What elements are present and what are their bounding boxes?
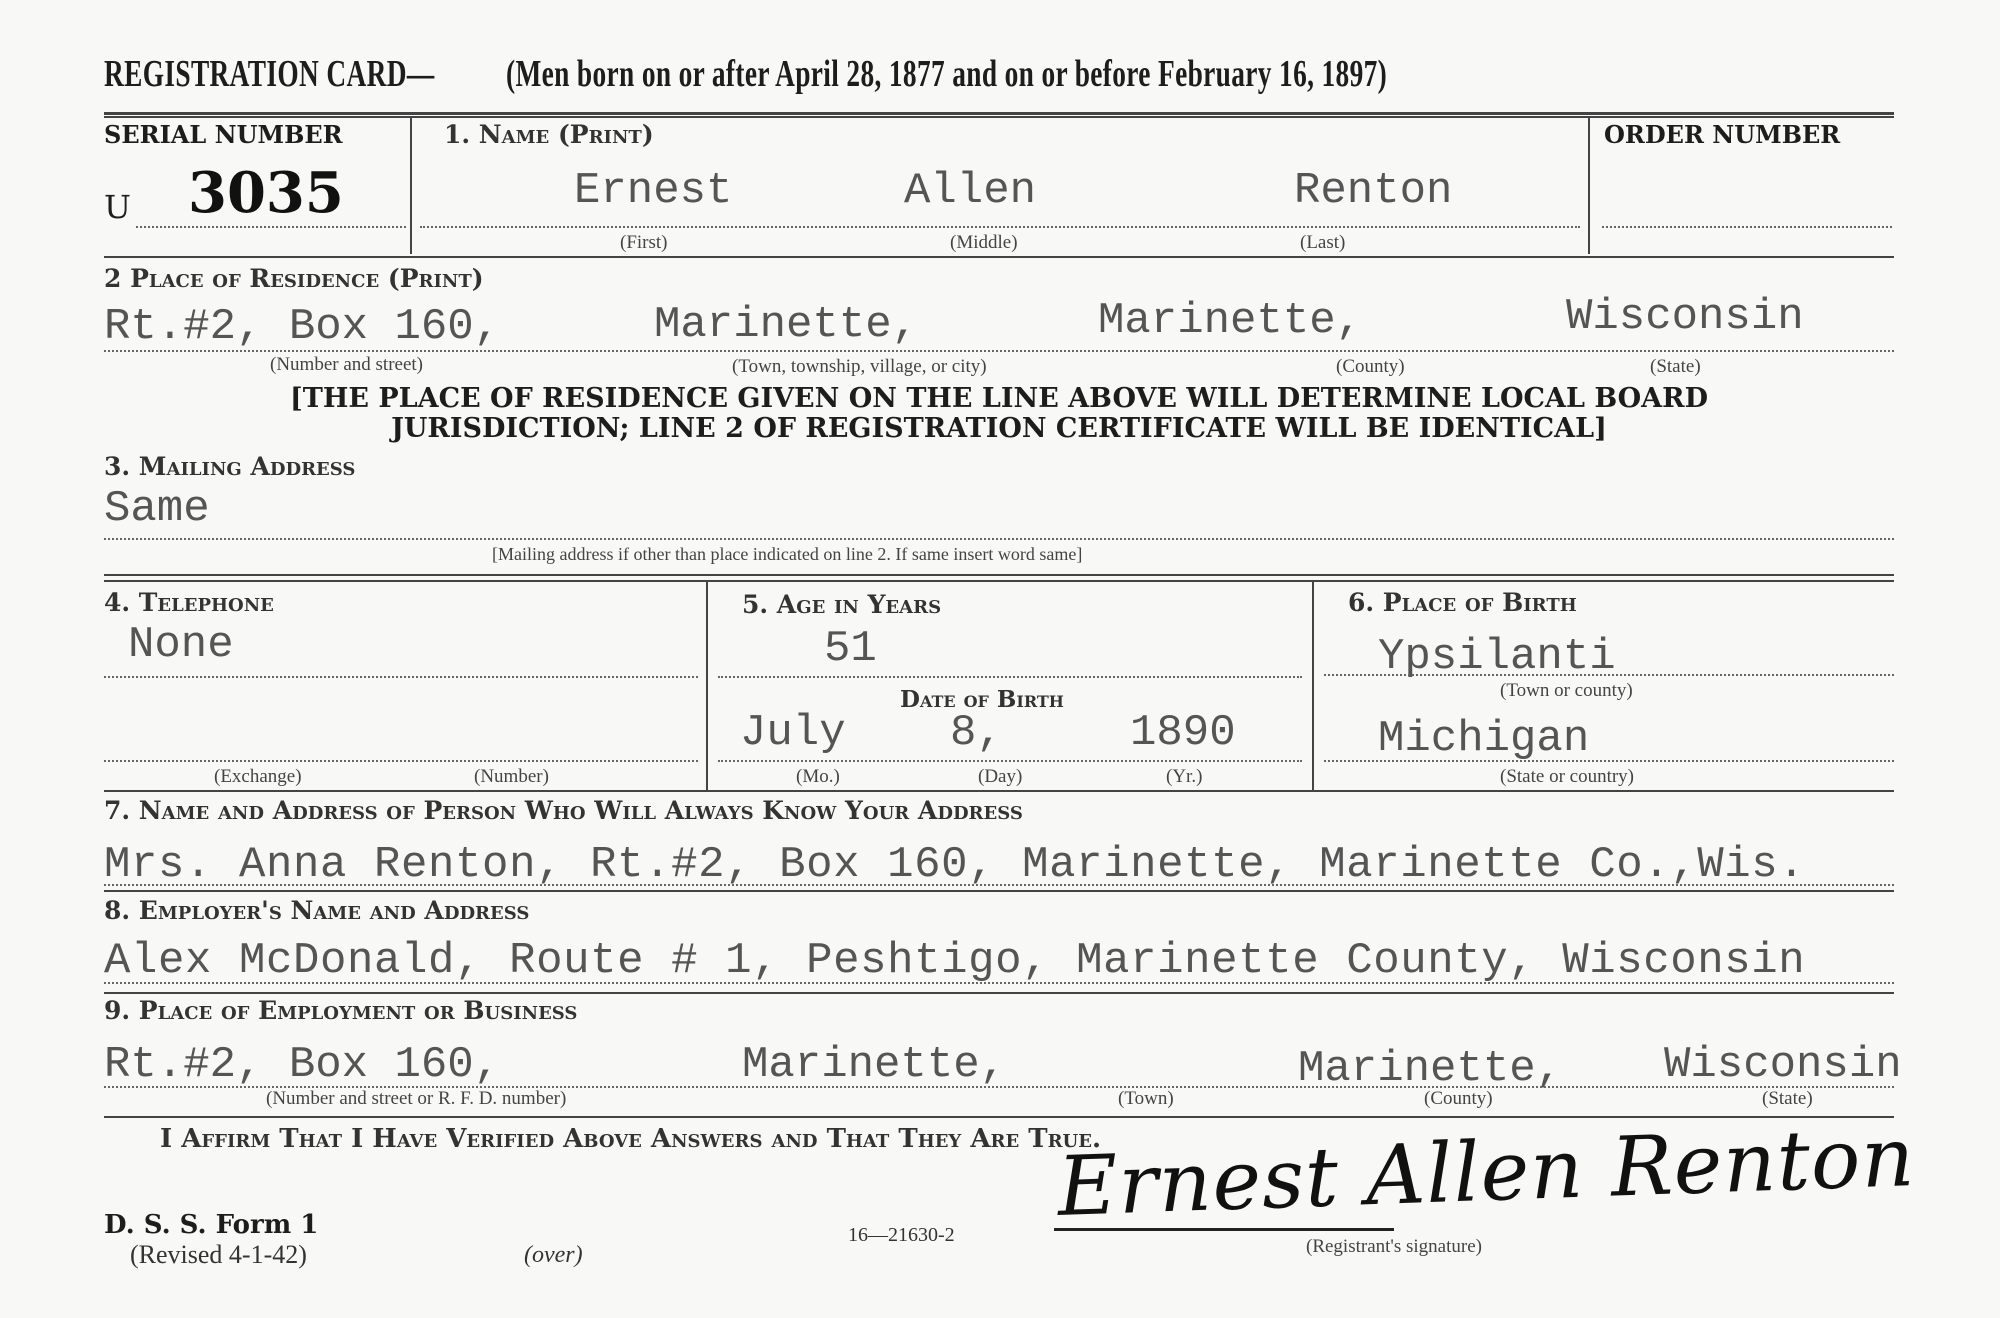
residence-street: Rt.#2, Box 160,: [104, 302, 501, 352]
birthplace-state: Michigan: [1378, 714, 1590, 764]
dob-year: 1890: [1130, 708, 1236, 758]
dob-year-caption: (Yr.): [1166, 766, 1203, 787]
birthplace-town-caption: (Town or county): [1500, 680, 1633, 701]
row3-rule-2: [104, 580, 1894, 582]
name-last-caption: (Last): [1300, 232, 1346, 253]
birthplace-state-line: [1324, 760, 1894, 762]
over-note: (over): [524, 1242, 583, 1268]
form-revised: (Revised 4-1-42): [130, 1240, 307, 1269]
employment-street: Rt.#2, Box 160,: [104, 1040, 501, 1090]
employer-line: [104, 982, 1894, 984]
employment-county: Marinette,: [1298, 1044, 1563, 1094]
dob-day: 8,: [950, 708, 1003, 758]
affirm-statement: I Affirm That I Have Verified Above Answers and That They Are True.: [160, 1124, 1102, 1154]
telephone-number-caption: (Number): [474, 766, 549, 787]
employment-state: Wisconsin: [1664, 1040, 1902, 1090]
residence-town-caption: (Town, township, village, or city): [732, 356, 987, 377]
name-label: 1. Name (Print): [444, 120, 654, 149]
print-code: 16—21630-2: [848, 1224, 955, 1246]
row7-rule: [104, 890, 1894, 892]
birthplace-label: 6. Place of Birth: [1348, 588, 1577, 617]
age-line: [718, 676, 1302, 678]
name-middle: Allen: [904, 166, 1037, 216]
mailing-value: Same: [104, 484, 210, 534]
employment-county-caption: (County): [1424, 1088, 1493, 1109]
employment-state-caption: (State): [1762, 1088, 1813, 1109]
telephone-line: [104, 676, 698, 678]
signature-caption: (Registrant's signature): [1306, 1236, 1482, 1257]
contact-value: Mrs. Anna Renton, Rt.#2, Box 160, Marinette, Marinette Co.,Wis.: [104, 840, 1806, 890]
serial-prefix: U: [104, 188, 131, 226]
serial-number-label: SERIAL NUMBER: [104, 120, 343, 149]
card-subtitle: (Men born on or after April 28, 1877 and on or before February 16, 1897): [506, 53, 1388, 95]
mailing-caption: [Mailing address if other than place indicated on line 2. If same insert word same]: [492, 544, 1083, 564]
order-line: [1602, 226, 1892, 228]
jurisdiction-notice-line2: JURISDICTION; LINE 2 OF REGISTRATION CERTIFICATE WILL BE IDENTICAL]: [391, 413, 1607, 444]
employer-label: 8. Employer's Name and Address: [104, 896, 530, 925]
birthplace-town: Ypsilanti: [1378, 632, 1616, 682]
age-value: 51: [824, 624, 877, 674]
residence-line: [104, 350, 1894, 352]
birthplace-state-caption: (State or country): [1500, 766, 1635, 787]
age-label: 5. Age in Years: [742, 590, 942, 619]
name-first: Ernest: [574, 166, 733, 216]
employment-town: Marinette,: [742, 1040, 1007, 1090]
signature-underline: [1054, 1228, 1394, 1231]
residence-label: 2 Place of Residence (Print): [104, 264, 484, 293]
row8-rule: [104, 992, 1894, 994]
dob-label: Date of Birth: [900, 686, 1064, 713]
residence-state-caption: (State): [1650, 356, 1701, 377]
registrant-signature: Ernest Allen Renton: [1056, 1110, 1917, 1235]
employer-value: Alex McDonald, Route # 1, Peshtigo, Marinette County, Wisconsin: [104, 936, 1806, 986]
dob-line: [718, 760, 1302, 762]
name-line: [420, 226, 1580, 228]
order-number-label: ORDER NUMBER: [1604, 120, 1841, 149]
row9-rule: [104, 1116, 1894, 1118]
birthplace-divider: [1312, 580, 1314, 790]
contact-label: 7. Name and Address of Person Who Will Always Know Your Address: [104, 796, 1023, 825]
mailing-label: 3. Mailing Address: [104, 452, 356, 481]
residence-state: Wisconsin: [1566, 292, 1804, 342]
residence-town: Marinette,: [654, 300, 919, 350]
order-divider: [1588, 116, 1590, 254]
employment-town-caption: (Town): [1118, 1088, 1174, 1109]
serial-divider: [410, 116, 412, 254]
name-last: Renton: [1294, 166, 1453, 216]
card-title: REGISTRATION CARD—: [104, 53, 435, 95]
header-rule: [104, 112, 1894, 115]
serial-line: [136, 226, 406, 228]
name-middle-caption: (Middle): [950, 232, 1018, 253]
mailing-line: [104, 538, 1894, 540]
residence-county-caption: (County): [1336, 356, 1405, 377]
employment-street-caption: (Number and street or R. F. D. number): [266, 1088, 567, 1109]
birthplace-town-line: [1324, 674, 1894, 676]
row4-rule: [104, 790, 1894, 792]
row1-rule: [104, 256, 1894, 258]
telephone-label: 4. Telephone: [104, 588, 274, 617]
telephone-line-2: [104, 760, 698, 762]
form-number: D. S. S. Form 1: [104, 1210, 319, 1240]
dob-day-caption: (Day): [978, 766, 1023, 787]
dob-month: July: [740, 708, 846, 758]
header-rule-2: [104, 116, 1894, 118]
telephone-exchange-caption: (Exchange): [214, 766, 302, 787]
contact-line: [104, 884, 1894, 886]
age-divider: [706, 580, 708, 790]
telephone-value: None: [128, 620, 234, 670]
residence-county: Marinette,: [1098, 296, 1363, 346]
name-first-caption: (First): [620, 232, 668, 253]
employment-label: 9. Place of Employment or Business: [104, 996, 578, 1025]
residence-street-caption: (Number and street): [270, 354, 423, 375]
row3-rule: [104, 574, 1894, 576]
dob-month-caption: (Mo.): [796, 766, 840, 787]
jurisdiction-notice-line1: [THE PLACE OF RESIDENCE GIVEN ON THE LINE ABOVE WILL DETERMINE LOCAL BOARD: [289, 383, 1708, 414]
serial-number-value: 3035: [188, 160, 344, 226]
jurisdiction-notice: [104, 384, 1894, 444]
